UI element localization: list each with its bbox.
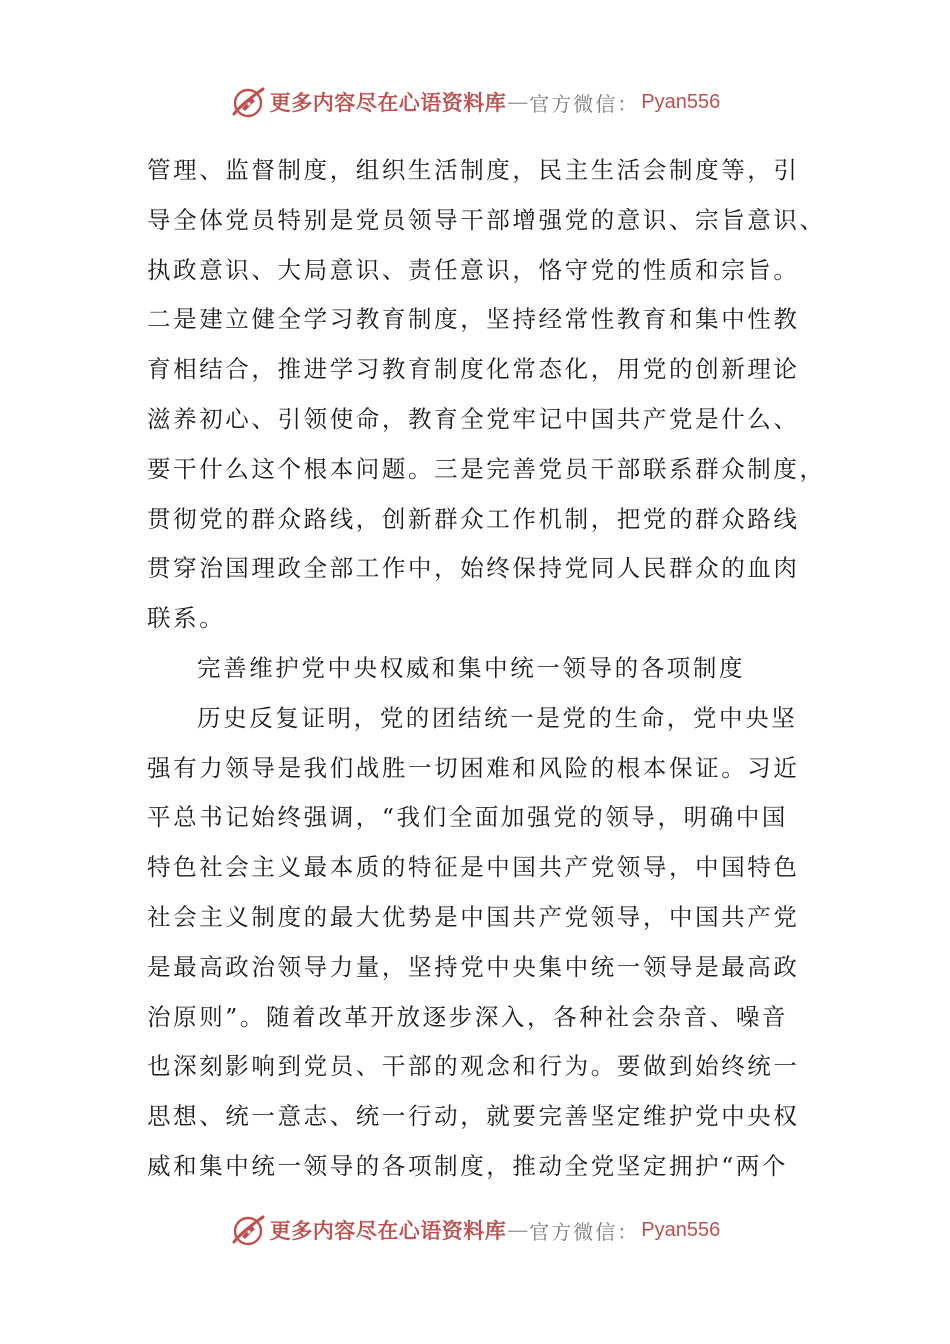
- body-line: 联系。: [147, 604, 226, 633]
- body-line: 思想、统一意志、统一行动，就要完善坚定维护党中央权: [147, 1102, 800, 1131]
- body-line: 是最高政治领导力量，坚持党中央集中统一领导是最高政: [147, 952, 800, 981]
- footer-banner: [0, 1210, 950, 1250]
- document-body: [147, 146, 826, 1192]
- body-line: 治原则”。随着改革开放逐步深入，各种社会杂音、噪音: [147, 1002, 789, 1031]
- body-line: 执政意识、大局意识、责任意识，恪守党的性质和宗旨。: [147, 255, 800, 284]
- banner-wechat-id: Pyan556: [641, 1218, 721, 1241]
- banner-separator: —: [507, 90, 529, 114]
- body-line: 导全体党员特别是党员领导干部增强党的意识、宗旨意识、: [147, 205, 826, 234]
- section-heading: 完善维护党中央权威和集中统一领导的各项制度: [197, 653, 746, 682]
- body-line: 育相结合，推进学习教育制度化常态化，用党的创新理论: [147, 355, 800, 384]
- banner-main-text: 更多内容尽在心语资料库: [269, 1218, 507, 1243]
- pen-nib-logo-icon: [230, 1212, 266, 1248]
- banner-separator: —: [507, 1218, 529, 1242]
- pen-nib-logo-icon: [230, 84, 266, 120]
- body-line: 社会主义制度的最大优势是中国共产党领导，中国共产党: [147, 902, 800, 931]
- body-line: 滋养初心、引领使命，教育全党牢记中国共产党是什么、: [147, 404, 800, 433]
- banner-main-text: 更多内容尽在心语资料库: [269, 90, 507, 115]
- body-line: 二是建立健全学习教育制度，坚持经常性教育和集中性教: [147, 305, 800, 334]
- banner-wechat-id: Pyan556: [641, 90, 721, 113]
- body-line: 贯穿治国理政全部工作中，始终保持党同人民群众的血肉: [147, 554, 800, 583]
- body-line: 贯彻党的群众路线，创新群众工作机制，把党的群众路线: [147, 504, 800, 533]
- body-line: 平总书记始终强调，“我们全面加强党的领导，明确中国: [147, 803, 789, 832]
- body-line: 历史反复证明，党的团结统一是党的生命，党中央坚: [197, 703, 798, 732]
- body-line: 也深刻影响到党员、干部的观念和行为。要做到始终统一: [147, 1052, 800, 1081]
- body-line: 要干什么这个根本问题。三是完善党员干部联系群众制度，: [147, 454, 826, 483]
- body-line: 强有力领导是我们战胜一切困难和风险的根本保证。习近: [147, 753, 800, 782]
- body-line: 威和集中统一领导的各项制度，推动全党坚定拥护“两个: [147, 1151, 789, 1180]
- header-banner: [0, 82, 950, 122]
- banner-wechat-label: 官方微信：: [529, 1219, 640, 1244]
- body-line: 管理、监督制度，组织生活制度，民主生活会制度等，引: [147, 156, 800, 184]
- banner-wechat-label: 官方微信：: [529, 91, 640, 116]
- body-line: 特色社会主义最本质的特征是中国共产党领导，中国特色: [147, 853, 800, 882]
